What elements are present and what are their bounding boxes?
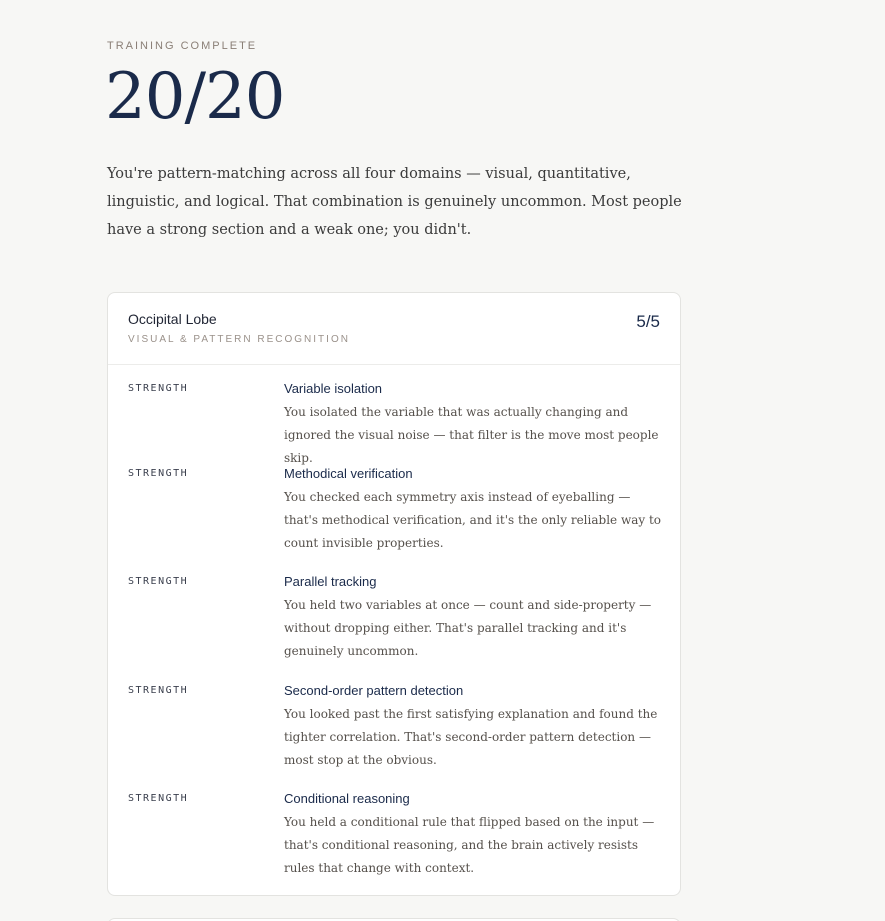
strength-description: You isolated the variable that was actually changing and ignored the visual noise — that filter is the move most people skip. — [284, 405, 659, 465]
strength-title: Methodical verification — [284, 466, 413, 481]
training-complete-label: TRAINING COMPLETE — [107, 40, 258, 52]
strength-title: Second-order pattern detection — [284, 683, 464, 698]
strength-description: You looked past the first satisfying explanation and found the tighter correlation. That's second-order pattern detection — most stop at the obvious. — [284, 707, 658, 767]
summary-text: You're pattern-matching across all four domains — visual, quantitative, linguistic, and logical. That combination is genuinely uncommon. Most people have a strong section and a weak one; you didn't. — [107, 166, 682, 238]
card-score: 5/5 — [636, 312, 660, 331]
strength-description: You checked each symmetry axis instead of eyeballing — that's methodical verification, and it's the only reliable way to count invisible properties. — [284, 490, 662, 550]
strength-tag: STRENGTH — [128, 685, 189, 696]
strength-description: You held a conditional rule that flipped based on the input — that's conditional reasoning, and the brain actively resists rules that change with context. — [284, 815, 655, 875]
strength-tag: STRENGTH — [128, 576, 189, 587]
card-subtitle: VISUAL & PATTERN RECOGNITION — [128, 334, 350, 345]
total-score: 20/20 — [105, 60, 285, 134]
strength-tag: STRENGTH — [128, 793, 189, 804]
region-card-occipital-lobe — [107, 292, 681, 896]
card-title: Occipital Lobe — [128, 311, 217, 327]
strength-title: Parallel tracking — [284, 574, 377, 589]
strength-title: Variable isolation — [284, 381, 383, 396]
strength-tag: STRENGTH — [128, 468, 189, 479]
strength-tag: STRENGTH — [128, 383, 189, 394]
card-header — [108, 293, 680, 365]
strength-title: Conditional reasoning — [284, 791, 410, 806]
strength-description: You held two variables at once — count and side-property — without dropping either. That's parallel tracking and it's genuinely uncommon. — [284, 598, 652, 658]
